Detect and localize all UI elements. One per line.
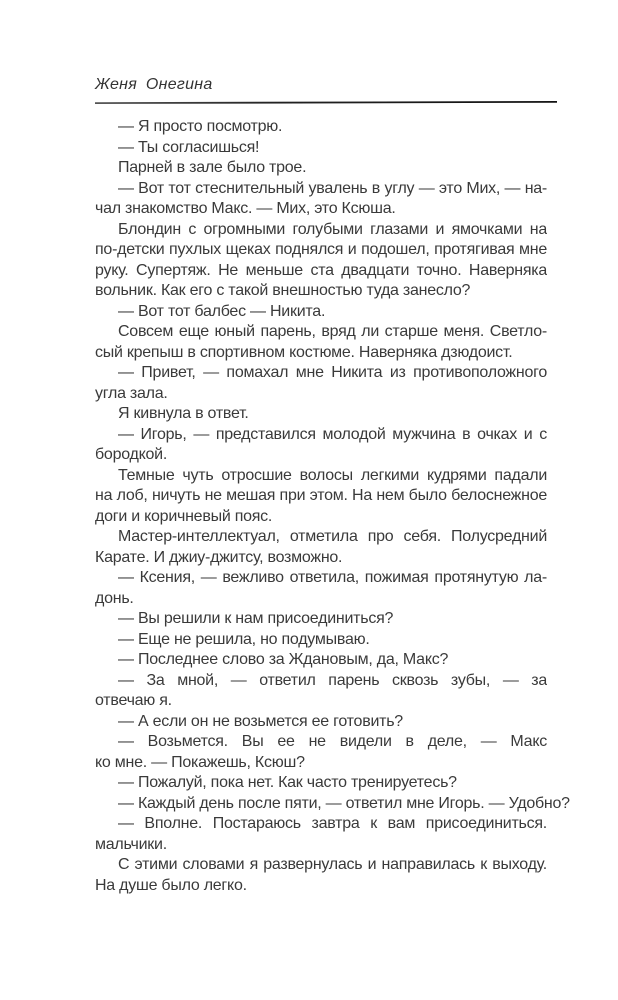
paragraph	[95, 794, 570, 815]
paragraph	[95, 425, 547, 466]
text-line: Совсем еще юный парень, вряд ли старше меня. Светло-	[118, 323, 547, 340]
paragraph	[95, 650, 547, 671]
text-line: доги и коричневый пояс.	[95, 507, 273, 525]
paragraph	[95, 855, 547, 896]
paragraph	[95, 158, 547, 179]
text-line: Карате. И джиу-джитсу, возможно.	[95, 548, 343, 566]
text-line: — Вот тот балбес — Никита.	[118, 302, 326, 320]
paragraph	[95, 138, 547, 159]
text-line: — Вот тот стеснительный увалень в углу — это Мих, — на-	[118, 179, 547, 197]
paragraph	[95, 302, 547, 323]
paragraph	[95, 466, 547, 528]
text-line: — Привет, — помахал мне Никита из противоположного	[118, 364, 547, 381]
paragraph	[95, 712, 547, 733]
text-line: — Каждый день после пяти, — ответил мне Игорь. — Удобно?	[118, 794, 570, 812]
text-line: бородкой.	[95, 446, 168, 463]
text-line: Блондин с огромными голубыми глазами и ямочками на	[118, 220, 547, 238]
paragraph	[95, 527, 547, 568]
text-line: — Я просто посмотрю.	[118, 118, 283, 135]
paragraph	[95, 220, 547, 302]
paragraph	[95, 322, 547, 363]
paragraph	[95, 609, 547, 630]
text-line: Я кивнула в ответ.	[118, 405, 249, 422]
paragraph	[95, 732, 547, 773]
text-line: отвечаю я.	[95, 692, 172, 709]
text-line: — А если он не возьмется ее готовить?	[118, 712, 403, 730]
text-line: — Вполне. Постараюсь завтра к вам присоединиться.	[118, 815, 547, 832]
paragraph	[95, 179, 547, 220]
text-line: на лоб, ничуть не мешая при этом. На нем было белоснежное	[95, 487, 547, 504]
text-line: С этими словами я развернулась и направилась к выходу.	[118, 856, 547, 873]
text-line: — Ксения, — вежливо ответила, пожимая протянутую ла-	[118, 569, 547, 586]
text-line: — Возьмется. Вы ее не видели в деле, — Макс	[118, 733, 547, 750]
paragraph	[95, 671, 547, 712]
text-line: мальчики.	[95, 835, 167, 853]
text-line: Мастер-интеллектуал, отметила про себя. Полусредний	[118, 528, 547, 545]
text-line: — Последнее слово за Ждановым, да, Макс?	[118, 651, 449, 668]
paragraph	[95, 630, 547, 651]
text-line: На душе было легко.	[95, 876, 247, 894]
text-line: ко мне. — Покажешь, Ксюш?	[95, 753, 305, 771]
text-line: вольник. Как его с такой внешностью туда занесло?	[95, 282, 471, 299]
text-line: донь.	[95, 589, 134, 607]
header-rule	[95, 101, 557, 104]
paragraph	[95, 404, 547, 425]
text-line: — Ты согласишься!	[118, 138, 260, 156]
text-line: — За мной, — ответил парень сквозь зубы, — за	[118, 671, 547, 689]
paragraph	[95, 773, 547, 794]
text-line: сый крепыш в спортивном костюме. Наверняка дзюдоист.	[95, 343, 513, 361]
text-line: по-детски пухлых щеках поднялся и подошел, протягивая мне	[95, 241, 547, 258]
running-header	[95, 76, 555, 94]
text-line: — Игорь, — представился молодой мужчина в очках и с	[118, 425, 547, 443]
author-name: Женя Онегина	[95, 76, 213, 93]
text-line: угла зала.	[95, 384, 168, 402]
text-line: чал знакомство Макс. — Мих, это Ксюша.	[95, 200, 396, 217]
paragraph	[95, 814, 547, 855]
text-line: Парней в зале было трое.	[118, 159, 307, 176]
paragraph	[95, 117, 547, 138]
paragraph	[95, 568, 547, 609]
text-line: Темные чуть отросшие волосы легкими кудрями падали	[118, 466, 547, 484]
page-body-text	[95, 117, 570, 896]
text-line: — Пожалуй, пока нет. Как часто тренируетесь?	[118, 774, 457, 791]
text-line: — Еще не решила, но подумываю.	[118, 630, 370, 648]
text-line: — Вы решили к нам присоединиться?	[118, 610, 394, 627]
text-line: руку. Супертяж. Не меньше ста двадцати точно. Наверняка	[95, 261, 547, 279]
paragraph	[95, 363, 547, 404]
